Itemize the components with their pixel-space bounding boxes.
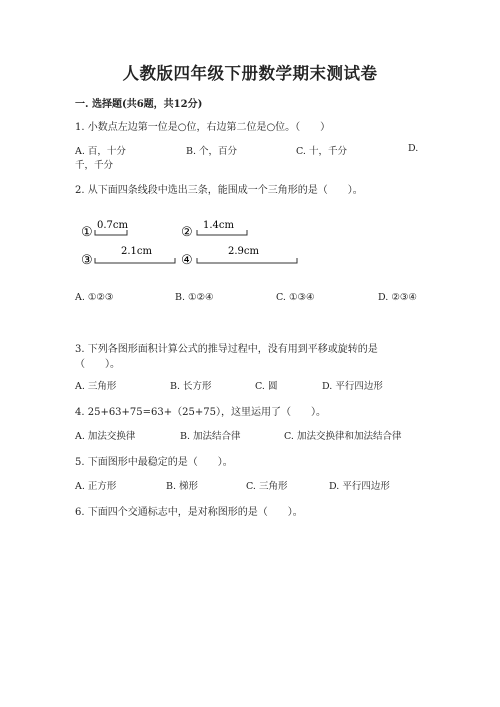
segment-4-marker: ④ xyxy=(181,253,193,268)
page-title: 人教版四年级下册数学期末测试卷 xyxy=(122,64,378,83)
question-1-option-a: A. 百，十分 xyxy=(75,146,126,157)
segment-4-line xyxy=(197,258,297,263)
segment-3-marker: ③ xyxy=(81,253,93,268)
segment-2-marker: ② xyxy=(181,225,193,240)
question-1-option-b: B. 个，百分 xyxy=(186,146,238,157)
question-2-option-b: B. ①②④ xyxy=(175,292,214,303)
question-5-text: 5. 下面图形中最稳定的是（ ）。 xyxy=(75,457,233,468)
question-4-option-c: C. 加法交换律和加法结合律 xyxy=(284,431,402,442)
segment-1-length: 0.7cm xyxy=(97,220,128,231)
question-5-option-b: B. 梯形 xyxy=(166,481,199,492)
question-1-option-d: D. xyxy=(408,143,419,154)
question-3-option-d: D. 平行四边形 xyxy=(322,381,383,392)
question-3-continuation: （ ）。 xyxy=(75,359,120,370)
question-3-text: 3. 下列各图形面积计算公式的推导过程中，没有用到平移或旋转的是 xyxy=(75,344,378,355)
question-4-option-a: A. 加法交换律 xyxy=(75,431,136,442)
segment-1-marker: ① xyxy=(81,225,93,240)
question-3-option-c: C. 圆 xyxy=(255,381,278,392)
segment-4-length: 2.9cm xyxy=(228,246,259,257)
question-6-text: 6. 下面四个交通标志中，是对称图形的是（ ）。 xyxy=(75,507,303,518)
question-2-option-a: A. ①②③ xyxy=(75,292,114,303)
question-1-option-c: C. 十，千分 xyxy=(296,146,347,157)
question-2-option-d: D. ②③④ xyxy=(378,292,417,303)
segment-2-length: 1.4cm xyxy=(203,220,234,231)
question-2-option-c: C. ①③④ xyxy=(276,292,315,303)
segment-3-length: 2.1cm xyxy=(121,246,152,257)
line-segments-figure xyxy=(75,214,335,270)
question-4-option-b: B. 加法结合律 xyxy=(180,431,241,442)
question-3-option-b: B. 长方形 xyxy=(170,381,212,392)
question-3-option-a: A. 三角形 xyxy=(75,381,117,392)
question-5-option-c: C. 三角形 xyxy=(246,481,288,492)
question-4-text: 4. 25+63+75=63+（25+75），这里运用了（ ）。 xyxy=(75,407,326,418)
question-1-text: 1. 小数点左边第一位是○位，右边第二位是○位。（ ） xyxy=(75,122,331,133)
question-2-text: 2. 从下面四条线段中选出三条，能围成一个三角形的是（ ）。 xyxy=(75,185,363,196)
question-5-option-d: D. 平行四边形 xyxy=(329,481,390,492)
section-heading: 一. 选择题(共6题，共12分) xyxy=(75,99,203,110)
segment-3-line xyxy=(95,258,175,263)
question-5-option-a: A. 正方形 xyxy=(75,481,117,492)
question-1-option-d-text: 千，千分 xyxy=(75,160,114,171)
